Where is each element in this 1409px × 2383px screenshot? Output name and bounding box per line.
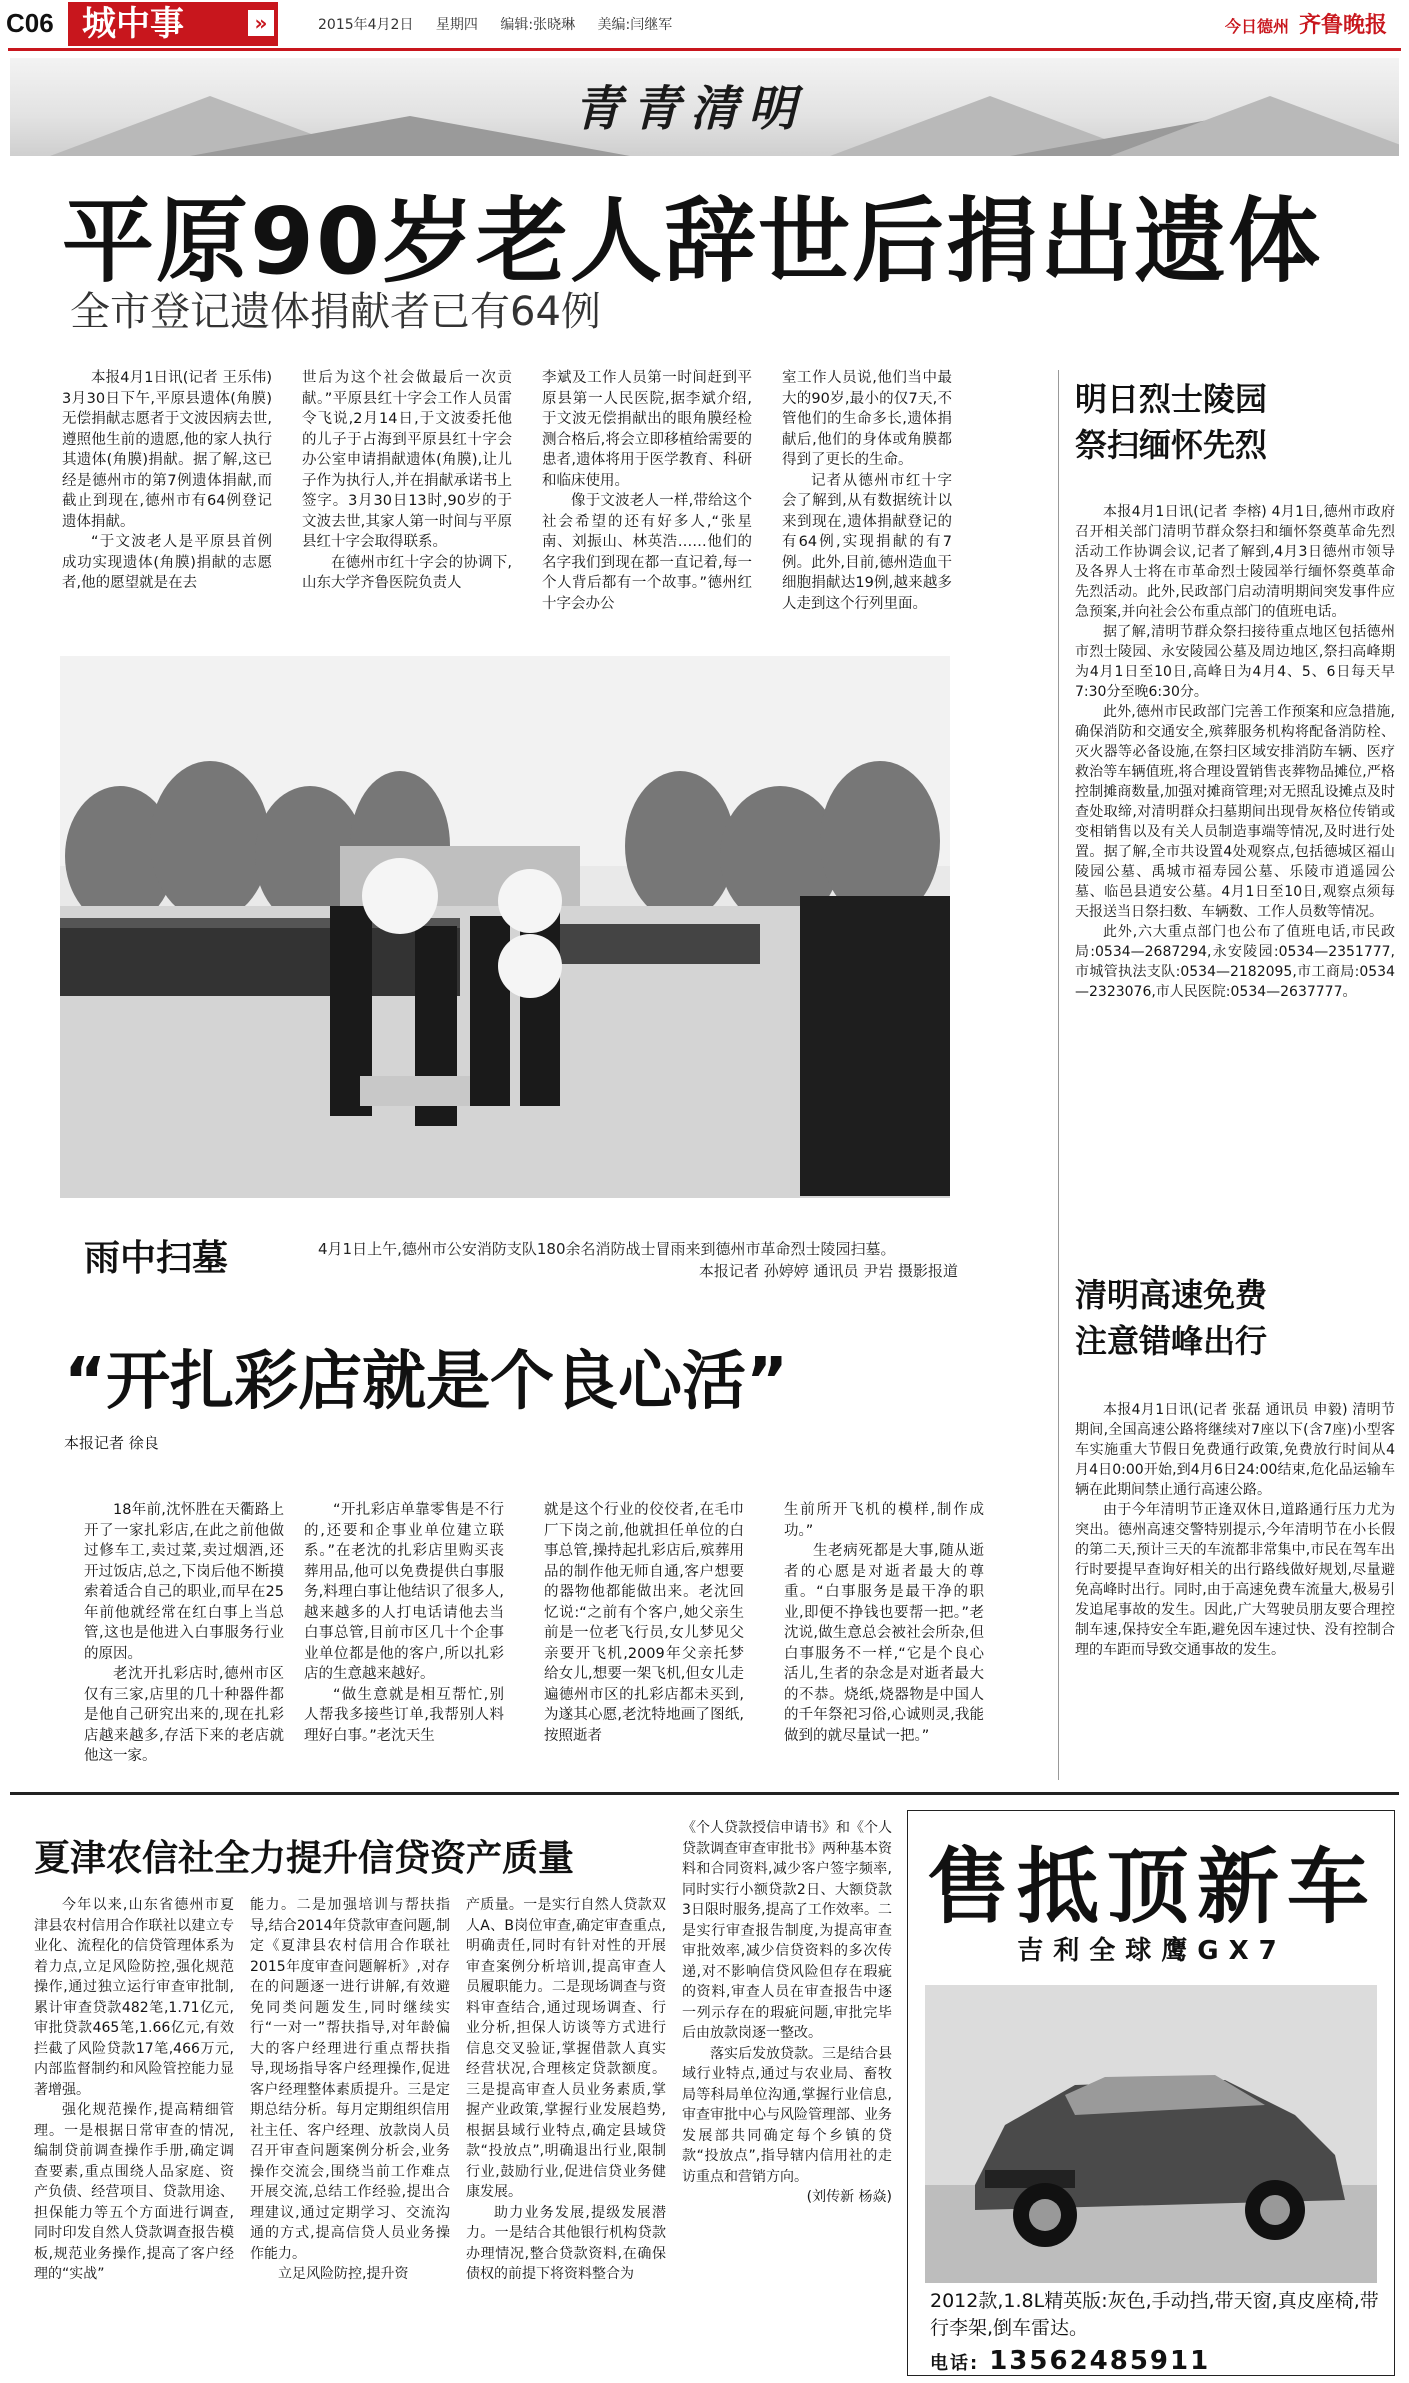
paragraph: 此外,德州市民政部门完善工作预案和应急措施,确保消防和交通安全,殡葬服务机构将配备消防栓、灭火器等必备设施,在祭扫区域安排消防车辆、医疗救治等车辆值班,将合理设置销售丧葬物品摊位,严格控制摊商数量,加强对摊商管理;对无照乱设摊点及时查处取缔,对清明群众扫墓期间出现骨灰格位传销或变相销售以及有关人员制造事端等情况,及时进行处置。据了解,全市共设置4处观察点,包括德城区福山陵园公墓、禹城市福寿园公墓、乐陵市逍遥园公墓、临邑县逍安公墓。4月1日至10日,观察点须每天报送当日祭扫数、车辆数、工作人员数等情况。 [1075,704,1395,920]
paragraph: 由于今年清明节正逢双休日,道路通行压力尤为突出。德州高速交警特别提示,今年清明节在小长假的第二天,预计三天的车流都非常集中,市民在驾车出行时要提早查询好相关的出行路线做好规划,尽量避免高峰时出行。同时,由于高速免费车流量大,极易引发追尾事故的发生。因此,广大驾驶员朋友要合理控制车速,保持安全车距,避免因车速过快、没有控制合理的车距而导致交通事故的发生。 [1075,1502,1395,1658]
main-story-col-4 [782,368,952,643]
paragraph: 在德州市红十字会的协调下,山东大学齐鲁医院负责人 [302,554,512,591]
paragraph: 就是这个行业的佼佼者,在毛巾厂下岗之前,他就担任单位的白事总管,操持起扎彩店后,殡葬用品的制作他无师自通,客户想要的器物他都能做出来。老沈回忆说:“之前有个客户,她父亲生前是一位老飞行员,女儿梦见父亲要开飞机,2009年父亲托梦给女儿,想要一架飞机,但女儿走遍德州市区的扎彩店都未买到,为遂其心愿,老沈特地画了图纸,按照逝者 [544,1502,744,1744]
paragraph: 本报4月1日讯(记者 王乐伟) 3月30日下午,平原县遗体(角膜)无偿捐献志愿者于文波因病去世,遵照他生前的遗愿,他的家人执行其遗体(角膜)捐献。据了解,这已经是德州市的第7例遗体捐献,而截止到现在,德州市有64例登记遗体捐献。 [62,370,272,530]
main-story-col-2 [302,368,512,643]
bottom-col-2 [250,1895,450,2380]
issue-date: 2015年4月2日 [318,17,414,33]
issue-info [318,14,690,34]
photo-title: 雨中扫墓 [84,1238,229,1279]
paragraph: 今年以来,山东省德州市夏津县农村信用合作联社以建立专业化、流程化的信贷管理体系为着力点,立足风险防控,强化规范操作,通过独立运行审查审批制,累计审查贷款482笔,1.71亿元,审批贷款465笔,1.66亿元,有效拦截了风险贷款17笔,466万元,内部监督制约和风险管控能力显著增强。 [34,1897,234,2098]
phone-label: 电话: [930,2353,980,2374]
phone-number: 13562485911 [989,2346,1211,2376]
section-label: 城中事 [68,2,278,46]
paragraph: 《个人贷款授信申请书》和《个人贷款调查审查审批书》两种基本资料和合同资料,减少客户签字频率,同时实行小额贷款2日、大额贷款3日限时服务,提高了工作效率。二是实行审查报告制度,为提高审查审批效率,减少信贷资料的多次传递,对不影响信贷风险但存在瑕疵的资料,审查人员在审查报告中逐一列示存在的瑕疵问题,审批完毕后由放款岗逐一整改。 [682,1820,892,2041]
side1-title-line1: 明日烈士陵园 [1075,380,1268,418]
news-photo [60,656,950,1198]
bottom-col-4 [682,1818,892,2378]
story2-col-1 [84,1500,284,1780]
caption-text: 4月1日上午,德州市公安消防支队180余名消防战士冒雨来到德州市革命烈士陵园扫墓。 [318,1240,896,1258]
ad-title: 售抵顶新车 [926,1840,1377,1935]
paragraph: “于文波老人是平原县首例成功实现遗体(角膜)捐献的志愿者,他的愿望就是在去 [62,534,272,591]
ad-model: 吉利全球鹰GX7 [1017,1936,1287,1966]
main-story-col-1 [62,368,272,643]
story2-col-3 [544,1500,744,1780]
paragraph: 18年前,沈怀胜在天衢路上开了一家扎彩店,在此之前他做过修车工,卖过菜,卖过烟酒,还开过饭店,总之,下岗后他不断摸索着适合自己的职业,而早在25年前他就经常在红白事上当总管,这也是他进入白事服务行业的原因。 [84,1502,284,1662]
paragraph: 像于文波老人一样,带给这个社会希望的还有好多人,“张星南、刘振山、林英浩……他们的名字我们到现在都一直记着,每一个人背后都有一个故事。”德州红十字会办公 [542,493,752,612]
photo-credit: 本报记者 孙婷婷 通讯员 尹岩 摄影报道 [698,1262,958,1280]
bottom-divider [10,1792,1399,1795]
editor: 编辑:张晓琳 [500,17,576,33]
masthead-brand [1225,8,1387,39]
main-headline: 平原90岁老人辞世后捐出遗体 [62,188,1323,295]
bottom-col-3 [466,1895,666,2380]
ad-phone [930,2346,1210,2376]
side1-title-line2: 祭扫缅怀先烈 [1075,426,1268,464]
paragraph: 能力。二是加强培训与帮扶指导,结合2014年贷款审查问题,制定《夏津县农村信用合作联社2015年度审查问题解析》,对存在的问题逐一进行讲解,有效避免同类问题发生,同时继续实行“一对一”帮扶指导,对年龄偏大的客户经理进行重点帮扶指导,现场指导客户经理操作,促进客户经理整体素质提升。三是定期总结分析。每月定期组织信用社主任、客户经理、放款岗人员召开审查问题案例分析会,业务操作交流会,围绕当前工作难点开展交流,总结工作经验,提出合理建议,通过定期学习、交流沟通的方式,提高信贷人员业务操作能力。 [250,1897,450,2262]
side1-title [1075,376,1267,468]
paragraph: 此外,六大重点部门也公布了值班电话,市民政局:0534—2687294,永安陵园:0534—2351777,市城管执法支队:0534—2182095,市工商局:0534—2323076,市人民医院:0534—2637777。 [1075,924,1395,1000]
designer: 美编:闫继军 [597,17,673,33]
paragraph: “开扎彩店单靠零售是不行的,还要和企事业单位建立联系。”在老沈的扎彩店里购买丧葬用品,他可以免费提供白事服务,料理白事让他结识了很多人,越来越多的人打电话请他去当白事总管,目前市区几十个企事业单位都是他的客户,所以扎彩店的生意越来越好。 [304,1502,504,1682]
story2-col-4 [784,1500,984,1780]
car-photo [925,1985,1377,2283]
paragraph: 落实后发放贷款。三是结合县域行业特点,通过与农业局、畜牧局等科局单位沟通,掌握行业信息,审查审批中心与风险管理部、业务发展部共同确定每个乡镇的贷款“投放点”,指导辖内信用社的走访重点和营销方向。 [682,2045,892,2185]
paragraph: 据了解,清明节群众祭扫接待重点地区包括德州市烈士陵园、永安陵园公墓及周边地区,祭扫高峰期为4月1日至10日,高峰日为4月4、5、6日每天早7:30分至晚6:30分。 [1075,624,1395,700]
column-divider [1058,370,1059,1780]
brand-name: 齐鲁晚报 [1298,12,1387,38]
story2-headline: “开扎彩店就是个良心活” [64,1345,789,1419]
paragraph: 李斌及工作人员第一时间赶到平原县第一人民医院,据李斌介绍,于文波无偿捐献出的眼角膜经检测合格后,将会立即移植给需要的患者,遗体将用于医学教育、科研和临床使用。 [542,370,752,489]
paragraph: 强化规范操作,提高精细管理。一是根据日常审查的情况,编制贷前调查操作手册,确定调查要素,重点围绕人品家庭、资产负债、经营项目、贷款用途、担保能力等五个方面进行调查,同时印发自然人贷款调查报告模板,规范业务操作,提高了客户经理的“实战” [34,2102,234,2282]
story2-byline: 本报记者 徐良 [64,1434,159,1452]
paragraph: 生老病死都是大事,随从逝者的心愿是对逝者最大的尊重。“白事服务是最干净的职业,即便不挣钱也要帮一把。”老沈说,做生意总会被社会所杂,但白事服务不一样,“它是个良心活儿,生者的杂念是对逝者最大的不恭。烧纸,烧器物是中国人的千年祭祀习俗,心诚则灵,我能做到的就尽量试一把。” [784,1543,984,1744]
story2-col-2 [304,1500,504,1780]
paragraph: “做生意就是相互帮忙,别人帮我多接些订单,我帮别人料理好白事。”老沈天生 [304,1686,504,1744]
paragraph: 本报4月1日讯(记者 张磊 通讯员 申毅) 清明节期间,全国高速公路将继续对7座以下(含7座)小型客车实施重大节假日免费通行政策,免费放行时间从4月4日0:00开始,到4月6日24:00结束,危化品运输车辆在此期间禁止通行高速公路。 [1075,1402,1395,1498]
issue-weekday: 星期四 [435,17,478,33]
paragraph: 助力业务发展,提级发展潜力。一是结合其他银行机构贷款办理情况,整合贷款资料,在确保债权的前提下将资料整合为 [466,2204,666,2282]
side2-title-line2: 注意错峰出行 [1075,1322,1268,1360]
bottom-col-1 [34,1895,234,2380]
side2-body [1075,1400,1395,1780]
paragraph: 记者从德州市红十字会了解到,从有数据统计以来到现在,遗体捐献登记的有64例,实现捐献的有7例。此外,目前,德州造血干细胞捐献达19例,越来越多人走到这个行列里面。 [782,472,952,612]
photo-caption [318,1238,958,1282]
paragraph: 立足风险防控,提升资 [278,2266,409,2282]
paragraph: 产质量。一是实行自然人贷款双人A、B岗位审查,确定审查重点,明确责任,同时有针对性的开展审查案例分析培训,提高审查人员履职能力。二是现场调查与资料审查结合,通过现场调查、行业分析,担保人访谈等方式进行信息交叉验证,掌握借款人真实经营状况,合理核定贷款额度。三是提高审查人员业务素质,掌握产业政策,掌握行业发展趋势,根据县域行业特点,确定县域贷款“投放点”,明确退出行业,限制行业,鼓励行业,促进信贷业务健康发展。 [466,1897,666,2200]
brand-subtitle: 今日德州 [1224,17,1289,36]
author-credit: (刘传新 杨焱) [806,2189,892,2205]
side2-title-line1: 清明高速免费 [1075,1276,1268,1314]
chevron-right-icon: » [248,10,274,36]
photo-illustration [60,656,950,1198]
paragraph: 本报4月1日讯(记者 李榕) 4月1日,德州市政府召开相关部门清明节群众祭扫和缅怀祭奠革命先烈活动工作协调会议,记者了解到,4月3日德州市领导及各界人士将在市革命烈士陵园举行缅怀祭奠革命先烈活动。此外,民政部门启动清明期间突发事件应急预案,并向社会公布重点部门的值班电话。 [1075,504,1395,620]
side2-title [1075,1272,1267,1364]
main-subhead: 全市登记遗体捐献者已有64例 [70,289,601,335]
ad-spec: 2012款,1.8L精英版:灰色,手动挡,带天窗,真皮座椅,带行李架,倒车雷达。 [930,2290,1379,2339]
main-story-col-3 [542,368,752,643]
page-code: C06 [6,8,54,38]
banner-title: 青青清明 [573,81,806,137]
side1-body [1075,502,1395,1222]
paragraph: 室工作人员说,他们当中最大的90岁,最小的仅7天,不管他们的生命多长,遗体捐献后,他们的身体或角膜都得到了更长的生命。 [782,370,952,468]
paragraph: 世后为这个社会做最后一次贡献。”平原县红十字会工作人员雷令飞说,2月14日,于文波委托他的儿子于占海到平原县红十字会办公室申请捐献遗体(角膜),让儿子作为执行人,并在捐献承诺书上签字。3月30日13时,90岁的于文波去世,其家人第一时间与平原县红十字会取得联系。 [302,370,512,550]
paragraph: 老沈开扎彩店时,德州市区仅有三家,店里的几十种器件都是他自己研究出来的,现在扎彩店越来越多,存活下来的老店就他这一家。 [84,1666,284,1764]
paragraph: 生前所开飞机的模样,制作成功。” [784,1502,984,1539]
header-divider [8,48,1401,51]
car-icon [925,1985,1377,2283]
bottom-headline: 夏津农信社全力提升信贷资产质量 [34,1838,575,1879]
